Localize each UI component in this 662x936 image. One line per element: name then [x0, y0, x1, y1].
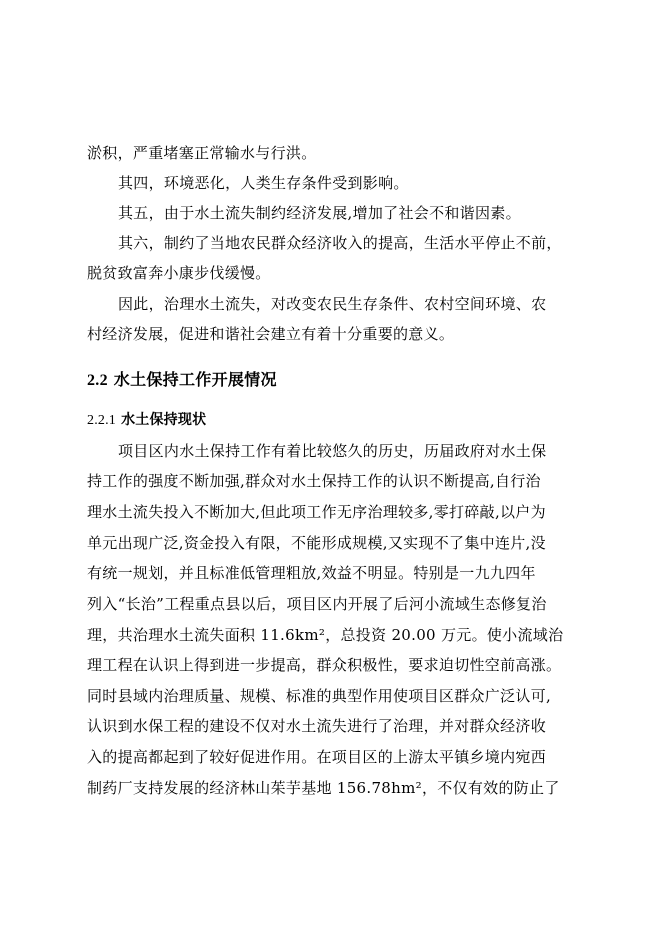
- subsection-heading: [87, 409, 206, 429]
- body-line: 持工作的强度不断加强,群众对水土保持工作的认识不断提高,自行治: [87, 472, 541, 490]
- paragraph-line: 脱贫致富奔小康步伐缓慢。: [87, 264, 271, 282]
- body-line: 项目区内水土保持工作有着比较悠久的历史，历届政府对水土保: [118, 442, 547, 460]
- body-line: 有统一规划，并且标准低管理粗放,效益不明显。特别是一九九四年: [87, 564, 536, 582]
- section-title: 水土保持工作开展情况: [113, 370, 277, 389]
- body-line: 理水土流失投入不断加大,但此项工作无序治理较多,零打碎敲,以户为: [87, 503, 546, 521]
- paragraph-line: 因此，治理水土流失，对改变农民生存条件、农村空间环境、农: [118, 295, 547, 313]
- body-line: 理，共治理水土流失面积 11.6km²，总投资 20.00 万元。使小流域治: [87, 626, 564, 644]
- body-line: 入的提高都起到了较好促进作用。在项目区的上游太平镇乡境内宛西: [87, 748, 547, 766]
- body-line: 单元出现广泛,资金投入有限，不能形成规模,又实现不了集中连片,没: [87, 534, 546, 552]
- section-heading: [87, 367, 277, 390]
- paragraph-line: 淤积，严重堵塞正常输水与行洪。: [87, 144, 317, 162]
- section-number: 2.2: [87, 372, 108, 389]
- body-line: 列入“长治”工程重点县以后，项目区内开展了后河小流域生态修复治: [87, 595, 547, 613]
- paragraph-line: 其四，环境恶化，人类生存条件受到影响。: [118, 174, 409, 192]
- body-line: 制药厂支持发展的经济林山茱芋基地 156.78hm²，不仅有效的防止了: [87, 779, 560, 797]
- paragraph-line: 其六，制约了当地农民群众经济收入的提高，生活水平停止不前，: [118, 234, 562, 252]
- body-line: 理工程在认识上得到进一步提高，群众积极性，要求迫切性空前高涨。: [87, 656, 562, 674]
- subsection-number: 2.2.1: [87, 413, 116, 428]
- body-line: 同时县域内治理质量、规模、标准的典型作用使项目区群众广泛认可,: [87, 687, 552, 705]
- subsection-title: 水土保持现状: [121, 412, 207, 428]
- paragraph-line: 其五，由于水土流失制约经济发展,增加了社会不和谐因素。: [118, 204, 521, 222]
- body-line: 认识到水保工程的建设不仅对水土流失进行了治理，并对群众经济收: [87, 717, 547, 735]
- paragraph-line: 村经济发展，促进和谐社会建立有着十分重要的意义。: [87, 325, 455, 343]
